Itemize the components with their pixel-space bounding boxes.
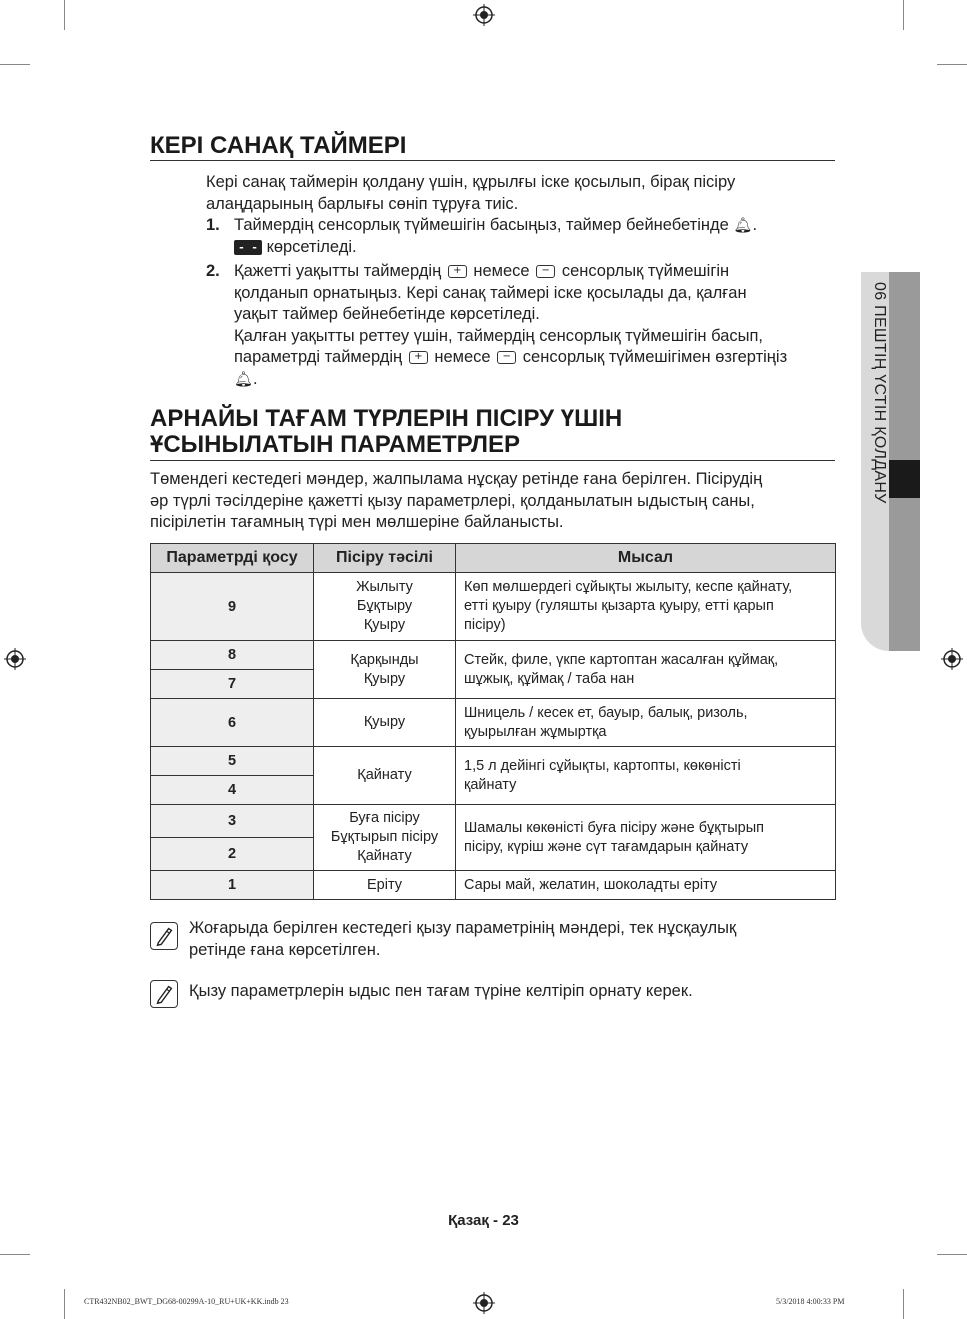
crop-mark (64, 1289, 65, 1319)
method-line: Жылыту (356, 579, 413, 595)
method-cell: Қайнату (314, 747, 456, 805)
method-cell (314, 641, 456, 699)
section-title-line: АРНАЙЫ ТАҒАМ ТҮРЛЕРІН ПІСІРУ ҮШІН (150, 405, 623, 432)
chapter-tab-label: 06 ПЕШТІҢ ҮСТІН ҚОЛДАНУ (871, 282, 888, 504)
table-row (151, 871, 836, 900)
section-title-params (150, 406, 835, 458)
param-cell: 8 (151, 641, 314, 670)
registration-mark-icon (473, 4, 495, 26)
param-cell: 4 (151, 776, 314, 805)
table-row (151, 699, 836, 747)
example-cell: Сары май, желатин, шоколадты еріту (456, 871, 836, 900)
param-cell: 5 (151, 747, 314, 776)
step-2-fragment: сенсорлық түймешігін (561, 262, 730, 280)
table-row (151, 641, 836, 670)
table-row (151, 805, 836, 838)
method-line: Бұқтыру (356, 598, 413, 614)
minus-button-icon: − (497, 351, 516, 364)
example-cell (456, 805, 836, 871)
method-line: Қуыру (363, 670, 406, 687)
page-number: Қазақ - 23 (448, 1212, 519, 1229)
timer-display-dashes: - - (234, 240, 262, 255)
table-header-row (151, 544, 836, 573)
example-line: Шницель / кесек ет, бауыр, балық, ризоль, (464, 704, 748, 721)
note-line: Жоғарыда берілген кестедегі қызу параметрінің мәндері, тек нұсқаулық (189, 919, 737, 937)
timer-intro (206, 172, 735, 215)
table-row (151, 747, 836, 776)
column-header: Пісіру тәсілі (314, 544, 456, 573)
title-underline (150, 460, 835, 461)
step-2-line: уақыт таймер бейнебетінде көрсетіледі. (234, 305, 540, 323)
example-cell (456, 747, 836, 805)
example-line: Стейк, филе, үкпе картоптан жасалған құймақ, (464, 651, 779, 668)
step-2-fragment: параметрді таймердің (234, 348, 403, 366)
note-pencil-icon (150, 922, 178, 950)
print-date-slug: 5/3/2018 4:00:33 PM (776, 1297, 845, 1306)
params-intro-line: пісірілетін тағамның түрі мен мөлшеріне байланысты. (150, 513, 564, 531)
crop-mark (903, 0, 904, 30)
bell-icon: 🔔︎ (733, 216, 753, 234)
timer-intro-line: алаңдарының барлығы сөніп тұруға тиіс. (206, 194, 519, 213)
column-header: Мысал (456, 544, 836, 573)
example-cell (456, 641, 836, 699)
bell-icon: 🔔︎ (234, 369, 254, 388)
note-2: Қызу параметрлерін ыдыс пен тағам түріне келтіріп орнату керек. (189, 982, 693, 1000)
example-line: етті қуыру (гуляшты қызарта қуыру, етті қарып (464, 598, 774, 614)
plus-button-icon: + (448, 265, 467, 278)
params-intro-line: әр түрлі тәсілдеріне қажетті қызу параметрлері, қолданылатын ыдыстың саны, (150, 491, 755, 510)
param-cell: 6 (151, 699, 314, 747)
method-cell: Еріту (314, 871, 456, 900)
crop-mark (937, 64, 967, 65)
param-cell: 1 (151, 871, 314, 900)
note-1 (189, 918, 736, 961)
example-cell (456, 699, 836, 747)
note-line: ретінде ғана көрсетілген. (189, 940, 381, 959)
title-underline (150, 160, 835, 161)
method-line: Буға пісіру (349, 810, 420, 826)
timer-intro-line: Кері санақ таймерін қолдану үшін, құрылғы іске қосылып, бірақ пісіру (206, 173, 736, 191)
crop-mark (0, 64, 30, 65)
step-1-line: көрсетіледі. (266, 237, 357, 256)
minus-button-icon: − (536, 265, 555, 278)
step-2-line: қолданып орнатыңыз. Кері санақ таймері іске қосылады да, қалған (234, 283, 747, 302)
example-line: қайнату (464, 776, 517, 793)
print-file-slug: CTR432NB02_BWT_DG68-00299A-10_RU+UK+KK.indb 23 (84, 1297, 289, 1306)
registration-mark-icon (473, 1292, 495, 1314)
method-cell: Қуыру (314, 699, 456, 747)
example-cell (456, 573, 836, 641)
registration-mark-icon (4, 648, 26, 670)
parameters-table (150, 543, 836, 900)
method-cell (314, 805, 456, 871)
example-line: шұжық, құймақ / таба нан (464, 670, 635, 687)
column-header: Параметрді қосу (151, 544, 314, 573)
method-line: Қуыру (363, 617, 406, 633)
step-1-line: Таймердің сенсорлық түймешігін басыңыз, таймер бейнебетінде (234, 216, 729, 235)
param-cell: 7 (151, 670, 314, 699)
plus-button-icon: + (409, 351, 428, 364)
crop-mark (903, 1289, 904, 1319)
step-1-number: 1. (206, 216, 220, 234)
table-row (151, 573, 836, 641)
example-line: пісіру) (464, 617, 506, 633)
example-line: пісіру, күріш және сүт тағамдарын қайнату (464, 838, 749, 855)
step-2-line: Қалған уақытты реттеу үшін, таймердің сенсорлық түймешігін басып, (234, 326, 764, 345)
crop-mark (0, 1254, 30, 1255)
method-line: Қайнату (357, 848, 412, 864)
step-2-fragment: немесе (434, 348, 491, 366)
crop-mark (937, 1254, 967, 1255)
param-cell: 9 (151, 573, 314, 641)
params-intro (150, 469, 762, 534)
params-intro-line: Төмендегі кестедегі мәндер, жалпылама нұсқау ретінде ғана берілген. Пісірудің (150, 470, 763, 488)
example-line: қуырылған жұмыртқа (464, 723, 607, 740)
param-cell: 2 (151, 838, 314, 871)
example-line: 1,5 л дейінгі сұйықты, картопты, көкөністі (464, 757, 741, 774)
section-title-line: ҰСЫНЫЛАТЫН ПАРАМЕТРЛЕР (150, 431, 520, 458)
example-line: Шамалы көкөністі буға пісіру және бұқтырып (464, 819, 764, 836)
note-pencil-icon (150, 980, 178, 1008)
section-title-timer: КЕРІ САНАҚ ТАЙМЕРІ (150, 132, 407, 159)
crop-mark (64, 0, 65, 30)
step-2-fragment: сенсорлық түймешігімен өзгертіңіз (522, 348, 788, 366)
step-2-text: Қажетті уақытты таймердің + немесе − сенсорлық түймешігін қолданып орнатыңыз. Кері санақ таймері іске қосылады да, қалған уақыт таймер бейнебетінде көрсетіледі. Қалған уақытты реттеу үшін, таймердің сенсорлық түймешігін басып, параметрді таймердің + немесе − сенсорлық түймешігімен өзгертіңіз 🔔︎. (234, 261, 787, 390)
step-2-fragment: немесе (473, 262, 530, 280)
param-cell: 3 (151, 805, 314, 838)
registration-mark-icon (941, 648, 963, 670)
chapter-tab-marker (889, 460, 920, 498)
method-line: Бұқтырып пісіру (330, 829, 439, 845)
example-line: Көп мөлшердегі сұйықты жылыту, кеспе қайнату, (464, 579, 793, 595)
step-2-fragment: Қажетті уақытты таймердің (234, 262, 442, 280)
step-1-text: Таймердің сенсорлық түймешігін басыңыз, таймер бейнебетінде 🔔︎. - - көрсетіледі. (234, 216, 758, 256)
method-line: Қарқынды (350, 651, 419, 668)
step-2-number: 2. (206, 262, 220, 280)
method-cell (314, 573, 456, 641)
